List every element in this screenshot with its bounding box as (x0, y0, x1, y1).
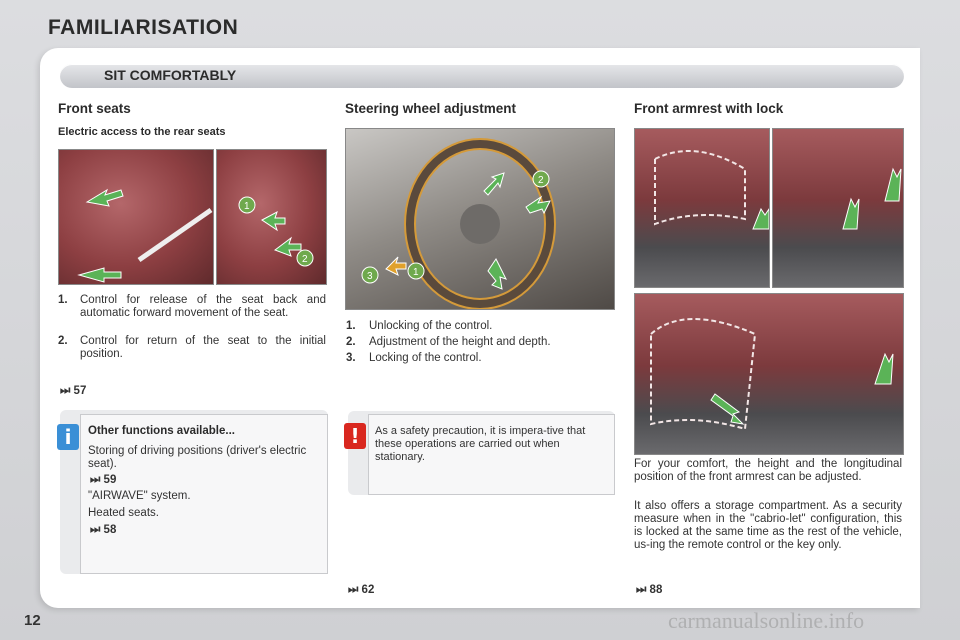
armrest-para-1: For your comfort, the height and the longitudinal position of the front armrest can be adjusted. (634, 458, 902, 483)
steering-step-1: Unlocking of the control. (369, 320, 493, 332)
adjust-up-arrow-icon (484, 173, 504, 195)
adjust-down-arrow-icon (488, 259, 506, 289)
warning-text: As a safety precaution, it is impera-tive that these operations are carried out when stationary. (375, 425, 586, 463)
callout-2-label: 2 (302, 254, 308, 265)
release-arrow-icon (275, 238, 301, 256)
seat-photo-left (58, 149, 214, 285)
callout-1-label: 1 (413, 267, 419, 278)
steering-heading: Steering wheel adjustment (345, 101, 517, 116)
page-ref-57[interactable]: ⏭ 57 (60, 385, 87, 397)
info-title: Other functions available... (88, 425, 235, 437)
item-number: 2. (58, 335, 68, 347)
armrest-photo-2 (772, 128, 904, 288)
armrest-open-arrow-icon (875, 354, 893, 384)
page-ref-59[interactable]: ⏭ 59 (90, 474, 117, 486)
armrest-photo-1 (634, 128, 770, 288)
armrest-heading: Front armrest with lock (634, 101, 784, 116)
armrest-slide-outline (651, 319, 755, 429)
info-icon: i (57, 424, 79, 450)
seat-control-2-text: Control for return of the seat to the initial position. (80, 335, 326, 360)
item-number: 2. (346, 336, 356, 348)
callout-1-label: 1 (244, 201, 250, 212)
seatback-arrow-icon (87, 190, 123, 206)
steering-hub (460, 204, 500, 244)
pointer-line (139, 210, 211, 260)
warning-icon: ! (344, 423, 366, 449)
front-seats-heading: Front seats (58, 101, 131, 116)
item-number: 3. (346, 352, 356, 364)
seat-photo-right (216, 149, 327, 285)
armrest-up-arrow-icon (753, 209, 769, 229)
return-arrow-icon (262, 212, 285, 230)
page-number: 12 (24, 612, 41, 629)
steering-step-2: Adjustment of the height and depth. (369, 336, 551, 348)
rear-access-subheading: Electric access to the rear seats (58, 126, 226, 138)
forward-arrow-icon (79, 268, 121, 282)
armrest-lift-arrow-icon (843, 199, 859, 229)
page-ref-88[interactable]: ⏭ 88 (636, 584, 663, 596)
lever-arrow-icon (386, 257, 406, 275)
armrest-para-2: It also offers a storage compartment. As a security measure when in the "cabrio-let" configuration, this is locked at the same time as the rest of the vehicle, us-ing the remote control or the key only. (634, 500, 902, 551)
item-number: 1. (58, 294, 68, 306)
callout-2-label: 2 (538, 175, 544, 186)
info-line-3: Heated seats. (88, 507, 159, 519)
seat-arrows (59, 150, 213, 284)
watermark: carmanualsonline.info (668, 608, 865, 633)
page-ref-62[interactable]: ⏭ 62 (348, 584, 375, 596)
seat-control-1-text: Control for release of the seat back and automatic forward movement of the seat. (80, 294, 326, 319)
armrest-slide-arrow-icon (711, 394, 743, 424)
callout-3-label: 3 (367, 271, 373, 282)
steering-photo (345, 128, 615, 310)
section-banner-label: SIT COMFORTABLY (104, 67, 237, 83)
armrest-outline (655, 151, 745, 224)
page-title: FAMILIARISATION (48, 16, 239, 39)
steering-step-3: Locking of the control. (369, 352, 482, 364)
armrest-raise-arrow-icon (885, 169, 901, 201)
page-ref-58[interactable]: ⏭ 58 (90, 524, 117, 536)
item-number: 1. (346, 320, 356, 332)
info-line-2: "AIRWAVE" system. (88, 490, 191, 502)
info-line-1: Storing of driving positions (driver's electric seat). (88, 445, 307, 470)
armrest-photo-3 (634, 293, 904, 455)
